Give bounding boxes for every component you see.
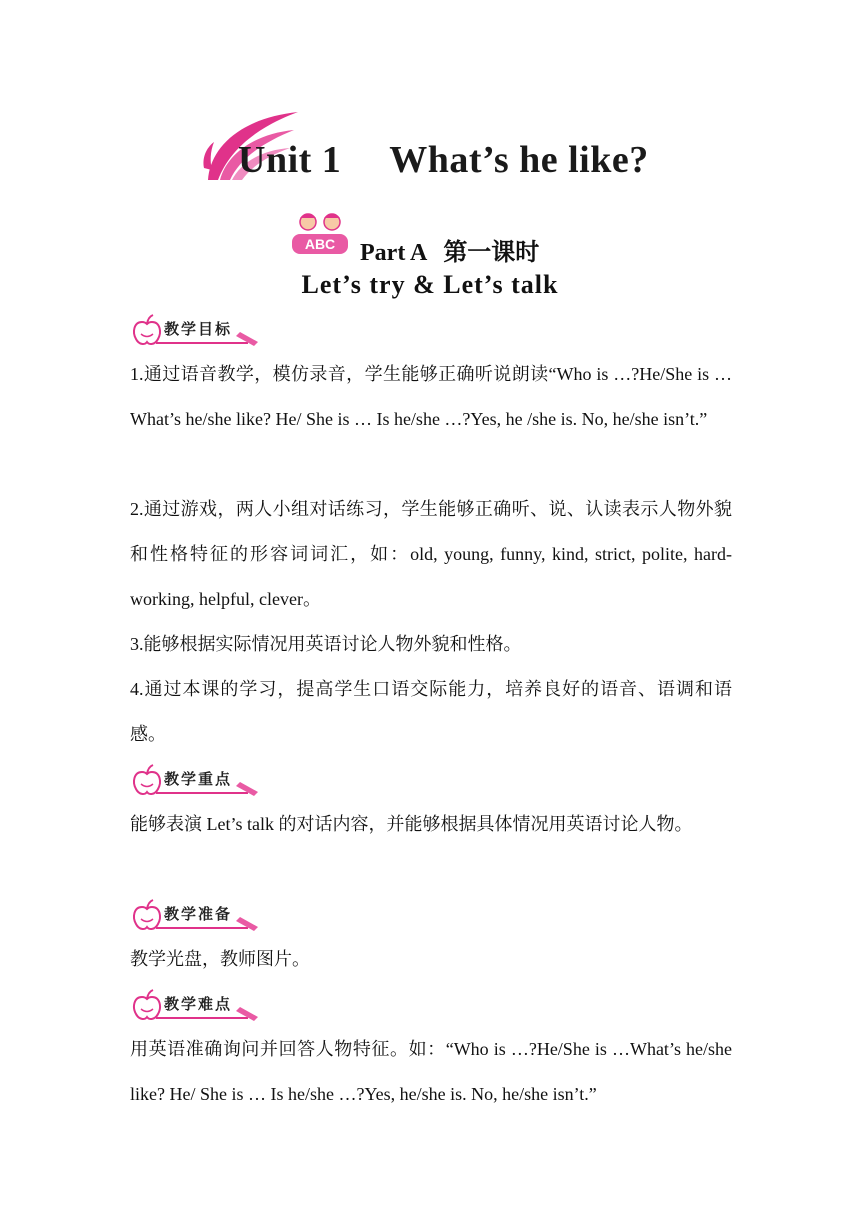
section-heading-label: 教学目标 <box>164 320 233 338</box>
section-heading-goals <box>128 312 268 348</box>
unit-number: Unit 1 <box>238 139 342 181</box>
goal-item-3: 3.能够根据实际情况用英语讨论人物外貌和性格。 <box>130 634 522 654</box>
section-heading-preparation <box>128 897 268 933</box>
svg-text:ABC: ABC <box>304 236 336 252</box>
part-label <box>360 232 539 267</box>
key-points-text: 能够表演 Let’s talk 的对话内容，并能够根据具体情况用英语讨论人物。 <box>130 814 693 834</box>
section-heading-label: 教学重点 <box>164 770 233 788</box>
lesson-title: Let’s try & Let’s talk <box>301 270 559 299</box>
difficulties-text: 用英语准确询问并回答人物特征。如：“Who is …?He/She is …What’s he/she like? He/ She is … Is he/she …?Yes, he/she is. No, he/she isn’t.” <box>130 1039 732 1104</box>
section-heading-label: 教学准备 <box>164 905 233 923</box>
part-heading <box>288 210 618 266</box>
abc-kids-icon <box>288 210 352 258</box>
unit-heading <box>238 138 649 182</box>
preparation-text: 教学光盘，教师图片。 <box>130 949 310 969</box>
goal-item-1: 1.通过语音教学，模仿录音，学生能够正确听说朗读“Who is …?He/She is …What’s he/she like? He/ She is … Is he/she …?Yes, he /she is. No, he/she isn’t.” <box>130 364 732 429</box>
unit-title <box>200 108 680 188</box>
goal-item-2: 2.通过游戏，两人小组对话练习，学生能够正确听、说、认读表示人物外貌和性格特征的形容词词汇，如：old, young, funny, kind, strict, polite, hard-working, helpful, clever。 <box>130 499 732 609</box>
lesson-number: 第一课时 <box>443 238 540 266</box>
part-name: Part A <box>360 240 428 266</box>
section-heading-difficulties <box>128 987 268 1023</box>
section-heading-label: 教学难点 <box>164 995 233 1013</box>
section-heading-key-points <box>128 762 268 798</box>
goal-item-4: 4.通过本课的学习，提高学生口语交际能力，培养良好的语音、语调和语感。 <box>130 679 732 744</box>
unit-question: What’s he like? <box>389 139 649 181</box>
